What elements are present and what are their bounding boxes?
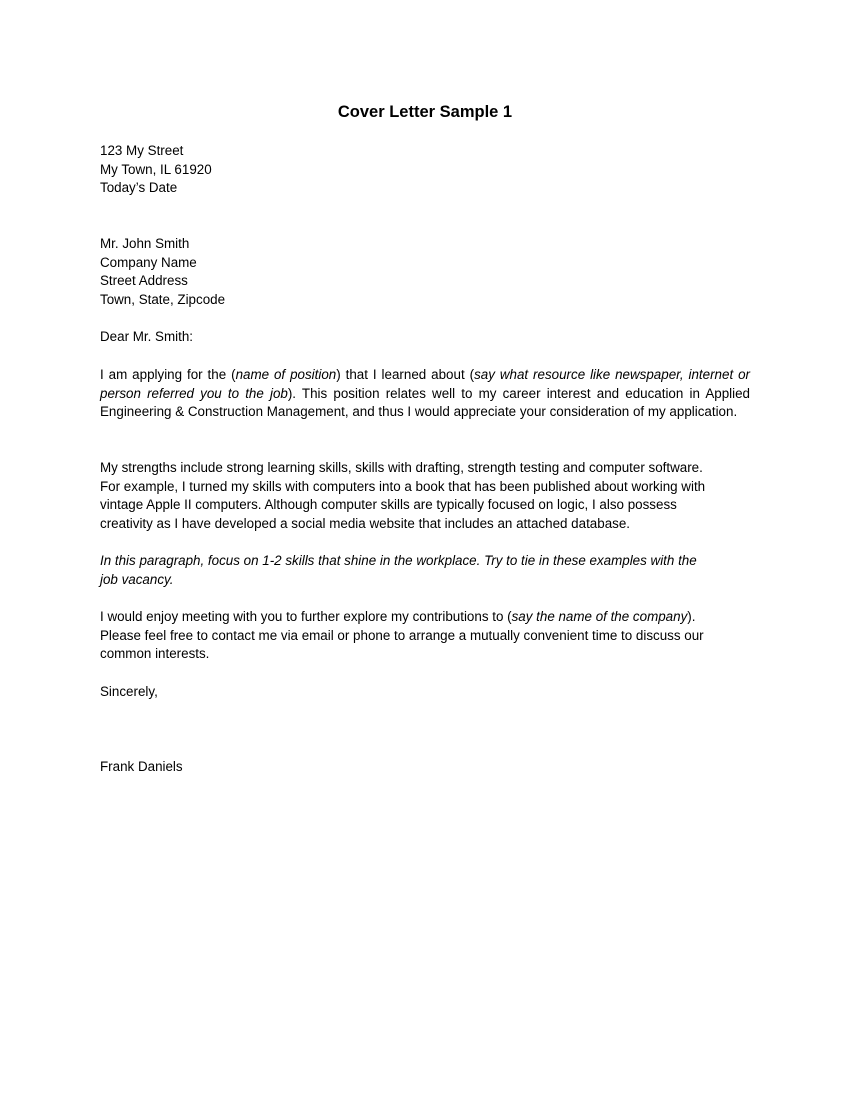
closing-text: Sincerely, — [100, 684, 158, 699]
recipient-address — [100, 235, 750, 309]
paragraph-closing — [100, 608, 750, 664]
signature — [100, 758, 750, 777]
paragraph-text: ) that I learned about ( — [336, 367, 475, 382]
placeholder-text: say what resource like newspaper, internet or person referred you to the job — [100, 367, 751, 401]
paragraph-strengths — [100, 459, 750, 533]
paragraph-text: I am applying for the ( — [100, 367, 236, 382]
placeholder-text: name of position — [235, 367, 337, 382]
sender-city: My Town, IL 61920 — [100, 161, 212, 177]
paragraph-instruction — [100, 552, 750, 589]
paragraph-line: common interests. — [100, 646, 210, 662]
recipient-name: Mr. John Smith — [100, 236, 190, 251]
paragraph-application-text — [100, 366, 750, 422]
sender-street: 123 My Street — [100, 143, 184, 158]
paragraph-line: For example, I turned my skills with computers into a book that has been published about working with — [100, 478, 706, 494]
page-title: Cover Letter Sample 1 — [337, 103, 513, 121]
paragraph-line: In this paragraph, focus on 1-2 skills that shine in the workplace. Try to tie in these examples with the — [100, 553, 697, 568]
paragraph-line: Please feel free to contact me via email or phone to arrange a mutually convenient time to discuss our — [100, 627, 704, 643]
paragraph-text: ). — [687, 609, 696, 624]
salutation — [100, 328, 750, 347]
paragraph-line — [100, 608, 750, 627]
paragraph-text: I would enjoy meeting with you to further explore my contributions to ( — [100, 609, 512, 624]
salutation-text: Dear Mr. Smith: — [100, 329, 194, 344]
recipient-city: Town, State, Zipcode — [100, 291, 226, 307]
paragraph-application — [100, 366, 750, 422]
signature-name: Frank Daniels — [100, 759, 183, 774]
recipient-company: Company Name — [100, 254, 197, 270]
placeholder-text: say the name of the company — [511, 609, 688, 624]
closing — [100, 683, 750, 702]
recipient-street: Street Address — [100, 273, 188, 289]
paragraph-line: creativity as I have developed a social media website that includes an attached database. — [100, 515, 631, 531]
sender-date: Today’s Date — [100, 180, 178, 196]
sender-address — [100, 142, 750, 198]
paragraph-line: My strengths include strong learning skills, skills with drafting, strength testing and computer software. — [100, 460, 703, 475]
paragraph-text: ). This position relates well to my career interest and education in Applied Engineering & Construction Management, and thus I would appreciate your consideration of my application. — [100, 385, 750, 420]
paragraph-line: job vacancy. — [100, 571, 174, 587]
paragraph-line: vintage Apple II computers. Although computer skills are typically focused on logic, I also possess — [100, 497, 677, 513]
